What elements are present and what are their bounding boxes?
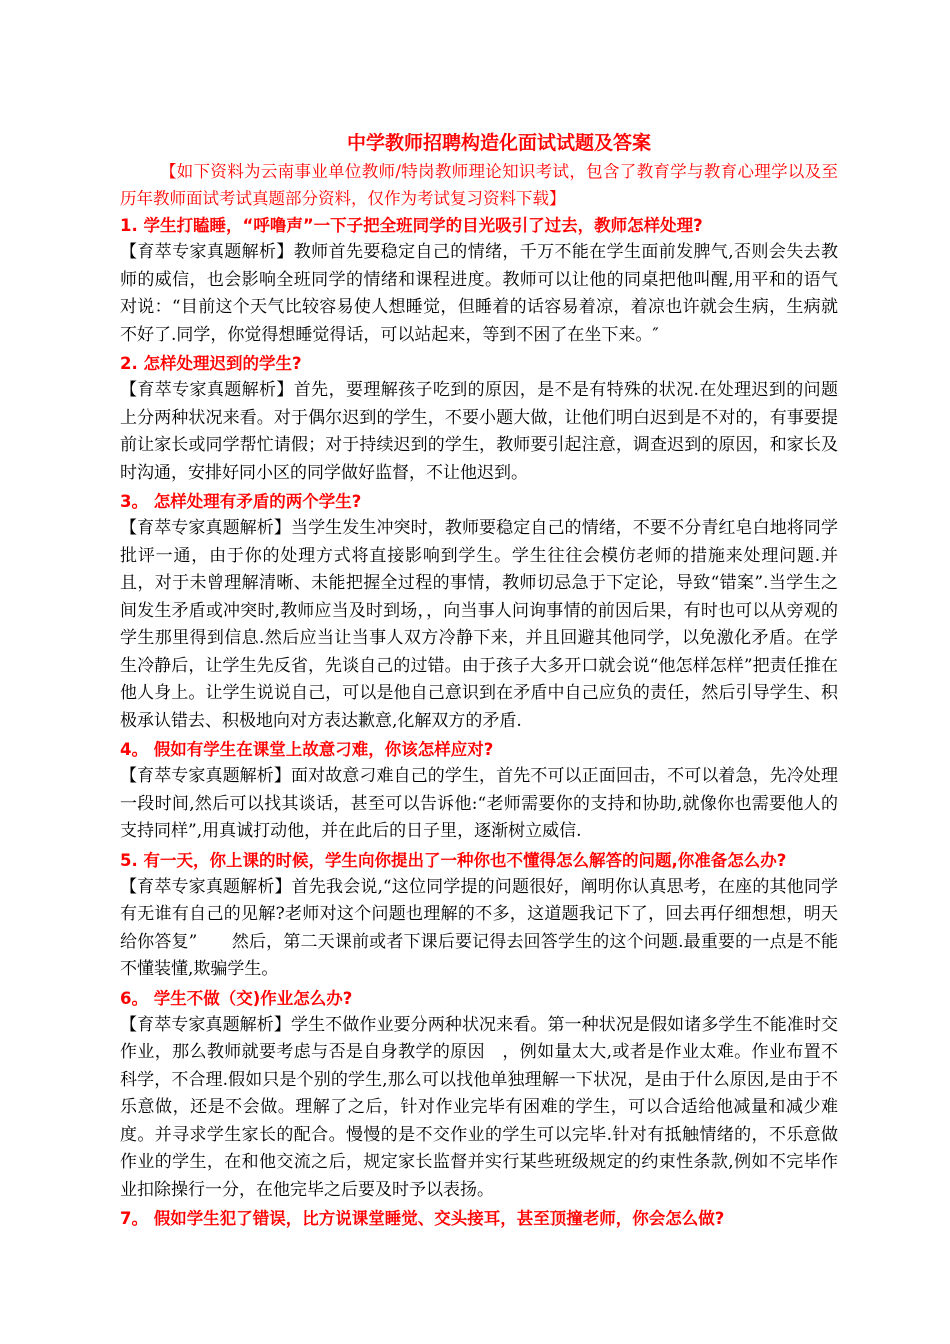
question-2: 2. 怎样处理迟到的学生? <box>120 354 302 373</box>
answer-2: 【育萃专家真题解析】首先，要理解孩子吃到的原因，是不是有特殊的状况.在处理迟到的问题上分两种状况来看。对于偶尔迟到的学生，不要小题大做，让他们明白迟到是不对的，有事要提前让家长或同学帮忙请假；对于持续迟到的学生，教师要引起注意，调查迟到的原因，和家长及时沟通，安排好同小区的同学做好监督，不让他迟到。 <box>120 380 838 483</box>
document-title: 中学教师招聘构造化面试试题及答案 <box>346 132 651 154</box>
document-content <box>120 128 838 1232</box>
answer-4: 【育萃专家真题解析】面对故意刁难自己的学生，首先不可以正面回击，不可以着急，先冷处理一段时间,然后可以找其谈话，甚至可以告诉他:“老师需要你的支持和协助,就像你也需要他人的支持同样”,用真诚打动他，并在此后的日子里，逐渐树立威信. <box>120 766 838 841</box>
answer-3: 【育萃专家真题解析】当学生发生冲突时，教师要稳定自己的情绪，不要不分青红皂白地将同学批评一通，由于你的处理方式将直接影响到学生。学生往往会模仿老师的措施来处理问题.并且，对于未曾理解清晰、未能把握全过程的事情，教师切忌急于下定论，导致“错案”.当学生之间发生矛盾或冲突时,教师应当及时到场，，向当事人问询事情的前因后果，有时也可以从旁观的学生那里得到信息.然后应当让当事人双方冷静下来，并且回避其他同学，以免激化矛盾。在学生冷静后，让学生先反省，先谈自己的过错。由于孩子大多开口就会说“他怎样怎样”把责任推在他人身上。让学生说说自己，可以是他自己意识到在矛盾中自己应负的责任，然后引导学生、积极承认错去、积极地向对方表达歉意,化解双方的矛盾. <box>120 518 838 731</box>
question-7: 7。 假如学生犯了错误，比方说课堂睡觉、交头接耳，甚至顶撞老师，你会怎么做? <box>120 1209 725 1228</box>
question-6: 6。 学生不做（交)作业怎么办? <box>120 988 353 1008</box>
question-4: 4。 假如有学生在课堂上故意刁难，你该怎样应对? <box>120 740 494 759</box>
intro-note: 【如下资料为云南事业单位教师/特岗教师理论知识考试，包含了教育学与教育心理学以及至历年教师面试考试真题部分资料，仅作为考试复习资料下载】 <box>120 162 838 208</box>
answer-6: 【育萃专家真题解析】学生不做作业要分两种状况来看。第一种状况是假如诸多学生不能准时交作业，那么教师就要考虑与否是自身教学的原因 ，例如量太大,或者是作业太难。作业布置不科学，不合理.假如只是个别的学生,那么可以找他单独理解一下状况，是由于什么原因,是由于不乐意做，还是不会做。理解了之后，针对作业完毕有困难的学生，可以合适给他减量和减少难度。并寻求学生家长的配合。慢慢的是不交作业的学生可以完毕.针对有抵触情绪的，不乐意做作业的学生，在和他交流之后，规定家长监督并实行某些班级规定的约束性条款,例如不完毕作业扣除操行一分，在他完毕之后要及时予以表扬。 <box>120 1014 838 1200</box>
answer-5: 【育萃专家真题解析】首先我会说,“这位同学提的问题很好，阐明你认真思考，在座的其他同学有无谁有自己的见解?老师对这个问题也理解的不多，这道题我记下了，回去再仔细想想，明天给你答复” 然后，第二天课前或者下课后要记得去回答学生的这个问题.最重要的一点是不能不懂装懂,欺骗学生。 <box>120 876 838 979</box>
question-3: 3。 怎样处理有矛盾的两个学生? <box>120 492 362 511</box>
answer-1: 【育萃专家真题解析】教师首先要稳定自己的情绪，千万不能在学生面前发脾气,否则会失去教师的威信，也会影响全班同学的情绪和课程进度。教师可以让他的同桌把他叫醒,用平和的语气对说：“目前这个天气比较容易使人想睡觉，但睡着的话容易着凉，着凉也许就会生病，生病就不好了.同学，你觉得想睡觉得话，可以站起来，等到不困了在坐下来。″ <box>120 242 838 345</box>
question-1: 1. 学生打瞌睡，“呼噜声”一下子把全班同学的目光吸引了过去，教师怎样处理? <box>120 216 703 235</box>
question-5: 5. 有一天，你上课的时候，学生向你提出了一种你也不懂得怎么解答的问题,你准备怎么办? <box>120 850 787 870</box>
